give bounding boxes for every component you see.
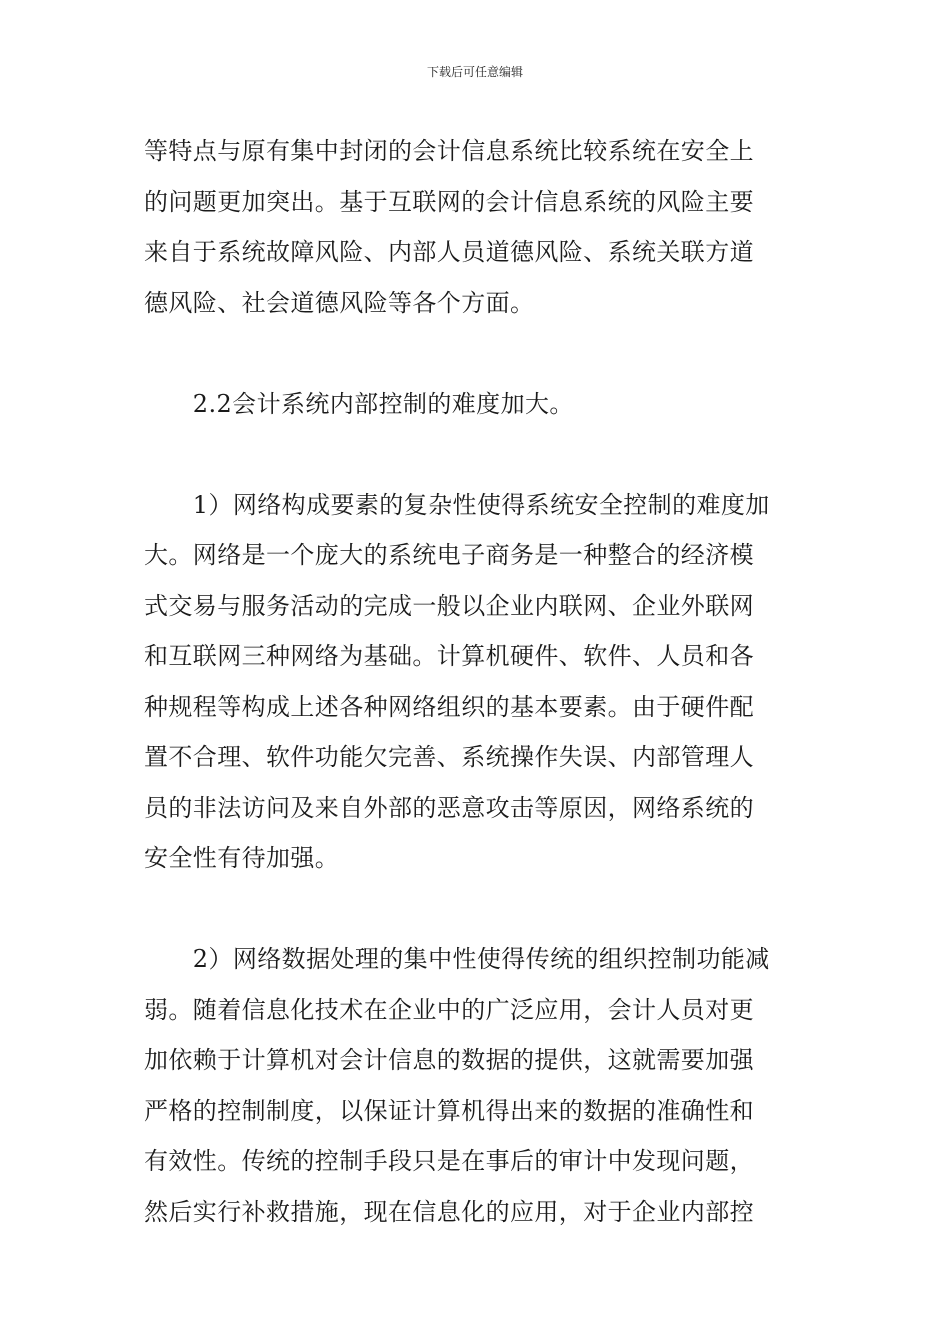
paragraph <box>144 934 808 1237</box>
text-line: 的问题更加突出。基于互联网的会计信息系统的风险主要 <box>144 187 754 216</box>
text-line: 德风险、社会道德风险等各个方面。 <box>144 288 535 317</box>
section-heading <box>144 379 808 430</box>
paragraph-gap <box>144 328 808 379</box>
paragraph <box>144 480 808 884</box>
text-line: 有效性。传统的控制手段只是在事后的审计中发现问题， <box>144 1147 754 1175</box>
document-body <box>144 126 808 1237</box>
text-line: 置不合理、软件功能欠完善、系统操作失误、内部管理人 <box>144 743 754 771</box>
text-line: 式交易与服务活动的完成一般以企业内联网、企业外联网 <box>144 591 754 620</box>
paragraph <box>144 126 808 328</box>
text-line: 员的非法访问及来自外部的恶意攻击等原因，网络系统的 <box>144 793 754 822</box>
text-line: 加依赖于计算机对会计信息的数据的提供，这就需要加强 <box>144 1046 754 1074</box>
text-line: 安全性有待加强。 <box>144 844 340 872</box>
paragraph-gap <box>144 429 808 480</box>
text-line: 种规程等构成上述各种网络组织的基本要素。由于硬件配 <box>144 692 754 721</box>
text-line: 来自于系统故障风险、内部人员道德风险、系统关联方道 <box>144 238 754 266</box>
paragraph-gap <box>144 884 808 935</box>
text-line: 严格的控制制度，以保证计算机得出来的数据的准确性和 <box>144 1096 754 1125</box>
text-line: 2）网络数据处理的集中性使得传统的组织控制功能减 <box>144 945 770 973</box>
text-line: 和互联网三种网络为基础。计算机硬件、软件、人员和各 <box>144 642 754 670</box>
text-line: 2.2会计系统内部控制的难度加大。 <box>144 389 574 418</box>
text-line: 大。网络是一个庞大的系统电子商务是一种整合的经济模 <box>144 541 754 569</box>
text-line: 等特点与原有集中封闭的会计信息系统比较系统在安全上 <box>144 137 754 165</box>
text-line: 然后实行补救措施，现在信息化的应用，对于企业内部控 <box>144 1197 754 1226</box>
page-header: 下载后可任意编辑 <box>426 65 523 79</box>
text-line: 弱。随着信息化技术在企业中的广泛应用，会计人员对更 <box>144 995 754 1024</box>
text-line: 1）网络构成要素的复杂性使得系统安全控制的难度加 <box>144 490 770 519</box>
